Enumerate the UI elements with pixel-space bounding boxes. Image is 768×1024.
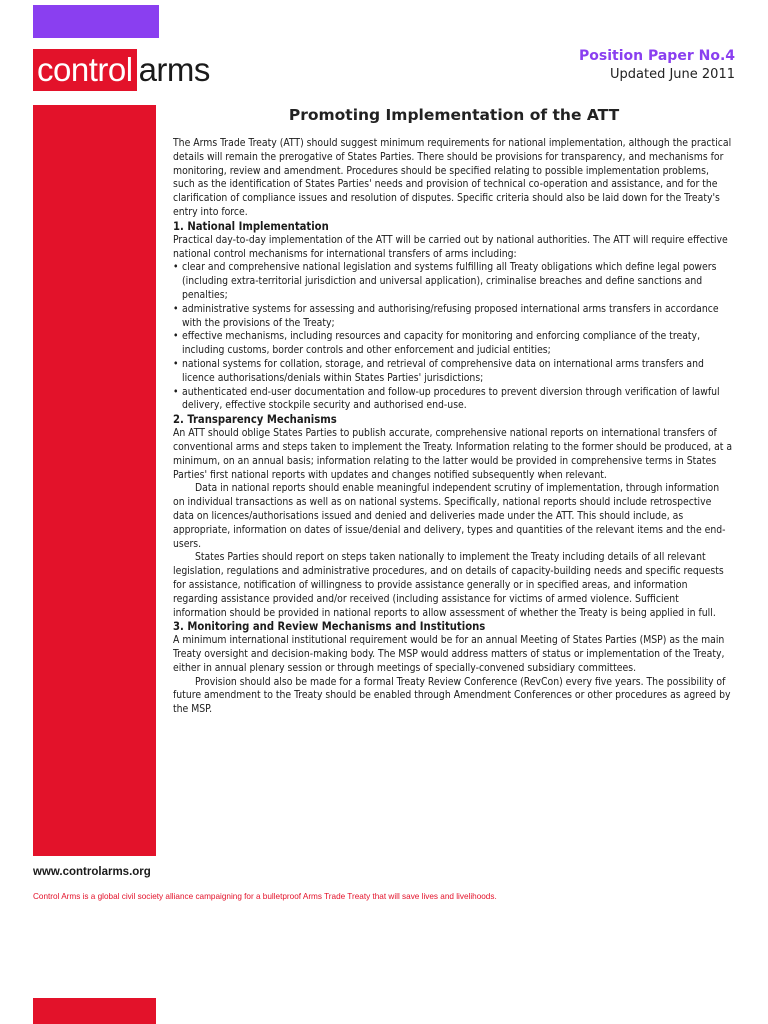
logo-arms-text: arms (138, 51, 210, 88)
purple-header-block (33, 5, 159, 38)
control-arms-logo (33, 49, 210, 91)
section-1-heading: 1. National Implementation (173, 219, 329, 233)
section-2-paragraph-1: An ATT should oblige States Parties to publish accurate, comprehensive national reports on international transfers of conventional arms and steps taken to implement the Treaty. Information relating to the former should be produced, at a minimum, on an annual basis; information relating to the latter would be provided in comprehensive terms in States Parties' first national reports with updates and changes notified subsequently when relevant. (173, 427, 733, 481)
section-1-bullet-list (173, 261, 733, 413)
footer-tagline: Control Arms is a global civil society alliance campaigning for a bulletproof Arms Trade Treaty that will save lives and livelihoods. (33, 892, 497, 901)
document-body (173, 137, 733, 717)
section-2-paragraph-2: Data in national reports should enable meaningful independent scrutiny of implementation, through information on individual transactions as well as on national systems. Specifically, national reports should include retrospective data on licences/authorisations issued and denied and deliveries made under the ATT. This should include, as appropriate, information on dates of issue/denial and delivery, types and quantities of the relevant items and the end-users. (173, 482, 726, 550)
intro-paragraph: The Arms Trade Treaty (ATT) should suggest minimum requirements for national implementation, although the practical details will remain the prerogative of States Parties. There should be provisions for transparency, and mechanisms for monitoring, review and amendment. Procedures should be specified relating to possible implementation problems, such as the identification of States Parties' needs and provision of technical co-operation and assistance, and for the clarification of compliance issues and resolution of disputes. Specific criteria should also be laid down for the Treaty's entry into force. (173, 137, 732, 218)
list-item: • clear and comprehensive national legislation and systems fulfilling all Treaty obligations which define legal powers (including extra-territorial jurisdiction and universal application), criminalise breaches and define sanctions and penalties; (173, 261, 733, 302)
section-1-lead: Practical day-to-day implementation of the ATT will be carried out by national authorities. The ATT will require effective national control mechanisms for international transfers of arms including: (173, 233, 728, 260)
list-item: • administrative systems for assessing and authorising/refusing proposed international arms transfers in accordance with the provisions of the Treaty; (173, 303, 733, 331)
section-2-paragraph-3: States Parties should report on steps taken nationally to implement the Treaty including details of all relevant legislation, regulations and administrative procedures, and on details of capacity-building needs and specific requests for assistance, notification of willingness to provide assistance generally or in specified areas, and information regarding assistance provided and/or received (including assistance for victims of armed violence. Sufficient information should be provided in national reports to allow assessment of whether the Treaty is being applied in full. (173, 551, 724, 619)
red-sidebar-bar (33, 105, 156, 856)
list-item: • national systems for collation, storage, and retrieval of comprehensive data on international arms transfers and licence authorisations/denials within States Parties' jurisdictions; (173, 358, 733, 386)
document-title: Promoting Implementation of the ATT (288, 106, 620, 124)
logo-control-text: control (33, 49, 137, 91)
list-item: • authenticated end-user documentation and follow-up procedures to prevent diversion through verification of lawful delivery, effective stockpile security and authorised end-use. (173, 386, 733, 414)
list-item: • effective mechanisms, including resources and capacity for monitoring and enforcing compliance of the treaty, including customs, border controls and other enforcement and judicial entities; (173, 330, 733, 358)
section-3-heading: 3. Monitoring and Review Mechanisms and Institutions (173, 620, 486, 634)
red-bottom-block (33, 998, 156, 1024)
website-link[interactable]: www.controlarms.org (33, 866, 151, 878)
section-3-paragraph-2: Provision should also be made for a formal Treaty Review Conference (RevCon) every five years. The possibility of future amendment to the Treaty should be enabled through Amendment Conferences or other procedures as agreed by the MSP. (173, 675, 731, 716)
section-3-paragraph-1: A minimum international institutional requirement would be for an annual Meeting of States Parties (MSP) as the main Treaty oversight and decision-making body. The MSP would address matters of status or implementation of the Treaty, either in annual plenary session or through meetings of specially-convened subsidiary committees. (173, 634, 725, 674)
updated-date: Updated June 2011 (610, 67, 735, 82)
position-paper-number: Position Paper No.4 (579, 48, 735, 64)
section-2-heading: 2. Transparency Mechanisms (173, 413, 337, 427)
